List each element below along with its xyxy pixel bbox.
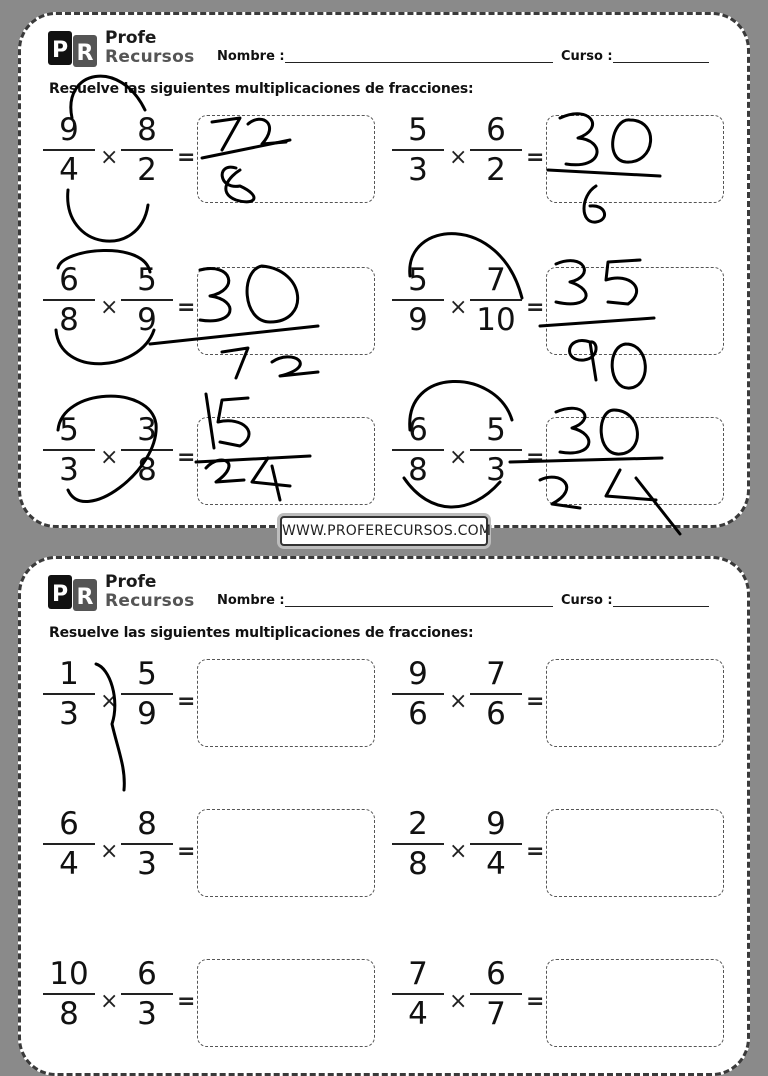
denominator: 9 — [137, 696, 157, 732]
denominator: 8 — [59, 302, 79, 338]
fraction-6a — [392, 957, 444, 1031]
fraction-6b — [470, 957, 522, 1031]
svg-text:P: P — [51, 38, 69, 63]
svg-text:P: P — [51, 582, 69, 607]
times-sign: × — [100, 295, 119, 320]
instructions: Resuelve las siguientes multiplicaciones de fracciones: — [49, 81, 474, 97]
fraction-2b — [470, 657, 522, 731]
answer-box-5[interactable] — [197, 417, 375, 505]
denominator: 3 — [137, 846, 157, 882]
answer-box-6[interactable] — [546, 959, 724, 1047]
numerator: 6 — [59, 262, 79, 298]
answer-box-5[interactable] — [197, 959, 375, 1047]
numerator: 6 — [486, 956, 506, 992]
numerator: 7 — [486, 656, 506, 692]
worksheet-1 — [18, 12, 750, 528]
denominator: 3 — [137, 996, 157, 1032]
profe-recursos-logo — [47, 29, 207, 73]
numerator: 2 — [408, 806, 428, 842]
times-sign: × — [449, 989, 468, 1014]
answer-box-4[interactable] — [546, 267, 724, 355]
answer-box-1[interactable] — [197, 115, 375, 203]
fraction-5b — [121, 957, 173, 1031]
fraction-1a — [43, 657, 95, 731]
fraction-6a — [392, 413, 444, 487]
website-banner: WWW.PROFERECURSOS.COM — [280, 516, 488, 546]
name-label: Nombre : — [217, 49, 285, 64]
denominator: 3 — [59, 452, 79, 488]
denominator: 3 — [59, 696, 79, 732]
numerator: 7 — [408, 956, 428, 992]
numerator: 5 — [59, 412, 79, 448]
pr-logo-icon — [47, 573, 99, 613]
fraction-5a — [43, 957, 95, 1031]
fraction-2b — [470, 113, 522, 187]
denominator: 8 — [408, 846, 428, 882]
times-sign: × — [449, 689, 468, 714]
numerator: 8 — [137, 806, 157, 842]
fraction-6b — [470, 413, 522, 487]
equals-sign: = — [177, 689, 196, 714]
numerator: 6 — [59, 806, 79, 842]
times-sign: × — [100, 989, 119, 1014]
logo-line-2: Recursos — [105, 47, 195, 67]
equals-sign: = — [526, 839, 545, 864]
numerator: 5 — [408, 112, 428, 148]
numerator: 1 — [59, 656, 79, 692]
name-label: Nombre : — [217, 593, 285, 608]
answer-box-3[interactable] — [197, 267, 375, 355]
answer-box-4[interactable] — [546, 809, 724, 897]
svg-text:R: R — [76, 585, 94, 610]
answer-box-2[interactable] — [546, 659, 724, 747]
numerator: 9 — [408, 656, 428, 692]
denominator: 8 — [408, 452, 428, 488]
logo-line-1: Profe — [105, 572, 157, 592]
equals-sign: = — [526, 145, 545, 170]
numerator: 8 — [137, 112, 157, 148]
denominator: 2 — [486, 152, 506, 188]
equals-sign: = — [177, 295, 196, 320]
course-field-line[interactable] — [613, 606, 709, 607]
svg-text:R: R — [76, 41, 94, 66]
fraction-3b — [121, 807, 173, 881]
answer-box-6[interactable] — [546, 417, 724, 505]
course-field-line[interactable] — [613, 62, 709, 63]
equals-sign: = — [526, 295, 545, 320]
denominator: 9 — [137, 302, 157, 338]
fraction-1a — [43, 113, 95, 187]
denominator: 8 — [137, 452, 157, 488]
times-sign: × — [449, 145, 468, 170]
profe-recursos-logo — [47, 573, 207, 617]
fraction-1b — [121, 113, 173, 187]
equals-sign: = — [177, 989, 196, 1014]
denominator: 9 — [408, 302, 428, 338]
worksheet-2 — [18, 556, 750, 1076]
denominator: 6 — [408, 696, 428, 732]
denominator: 8 — [59, 996, 79, 1032]
numerator: 6 — [408, 412, 428, 448]
equals-sign: = — [177, 445, 196, 470]
numerator: 5 — [486, 412, 506, 448]
equals-sign: = — [526, 689, 545, 714]
denominator: 4 — [59, 152, 79, 188]
denominator: 4 — [408, 996, 428, 1032]
numerator: 6 — [137, 956, 157, 992]
times-sign: × — [100, 839, 119, 864]
logo-line-1: Profe — [105, 28, 157, 48]
fraction-3a — [43, 263, 95, 337]
fraction-2a — [392, 657, 444, 731]
fraction-4b — [470, 807, 522, 881]
numerator: 9 — [59, 112, 79, 148]
fraction-5a — [43, 413, 95, 487]
numerator: 7 — [486, 262, 506, 298]
fraction-2a — [392, 113, 444, 187]
fraction-3a — [43, 807, 95, 881]
fraction-3b — [121, 263, 173, 337]
answer-box-3[interactable] — [197, 809, 375, 897]
times-sign: × — [449, 839, 468, 864]
fraction-4a — [392, 807, 444, 881]
numerator: 5 — [408, 262, 428, 298]
denominator: 7 — [486, 996, 506, 1032]
equals-sign: = — [526, 989, 545, 1014]
fraction-4a — [392, 263, 444, 337]
numerator: 3 — [137, 412, 157, 448]
numerator: 6 — [486, 112, 506, 148]
times-sign: × — [100, 145, 119, 170]
denominator: 6 — [486, 696, 506, 732]
name-field-line[interactable] — [285, 606, 553, 607]
pr-logo-icon — [47, 29, 99, 69]
denominator: 3 — [486, 452, 506, 488]
times-sign: × — [100, 445, 119, 470]
numerator: 10 — [49, 956, 89, 992]
equals-sign: = — [177, 839, 196, 864]
equals-sign: = — [177, 145, 196, 170]
times-sign: × — [100, 689, 119, 714]
numerator: 5 — [137, 262, 157, 298]
equals-sign: = — [526, 445, 545, 470]
times-sign: × — [449, 445, 468, 470]
logo-line-2: Recursos — [105, 591, 195, 611]
denominator: 4 — [59, 846, 79, 882]
course-label: Curso : — [561, 49, 613, 64]
answer-box-1[interactable] — [197, 659, 375, 747]
instructions: Resuelve las siguientes multiplicaciones de fracciones: — [49, 625, 474, 641]
denominator: 2 — [137, 152, 157, 188]
times-sign: × — [449, 295, 468, 320]
name-field-line[interactable] — [285, 62, 553, 63]
answer-box-2[interactable] — [546, 115, 724, 203]
denominator: 3 — [408, 152, 428, 188]
course-label: Curso : — [561, 593, 613, 608]
denominator: 10 — [476, 302, 516, 338]
fraction-5b — [121, 413, 173, 487]
fraction-1b — [121, 657, 173, 731]
fraction-4b — [470, 263, 522, 337]
denominator: 4 — [486, 846, 506, 882]
numerator: 5 — [137, 656, 157, 692]
numerator: 9 — [486, 806, 506, 842]
